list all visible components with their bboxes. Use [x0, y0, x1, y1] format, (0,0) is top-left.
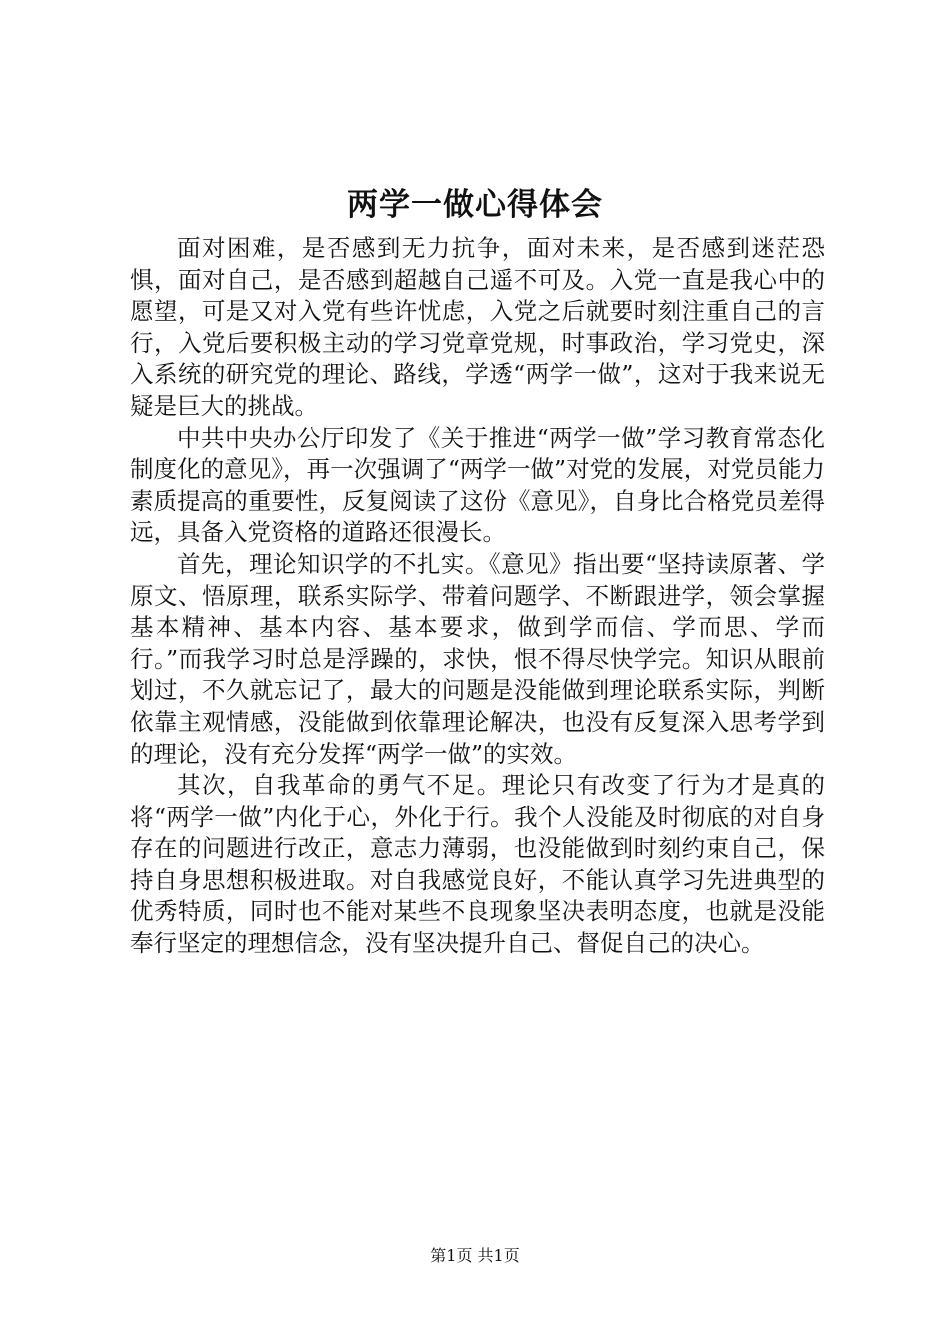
paragraph-1: 面对困难，是否感到无力抗争，面对未来，是否感到迷茫恐惧，面对自己，是否感到超越自己遥不可及。入党一直是我心中的愿望，可是又对入党有些许忧虑，入党之后就要时刻注重自己的言行，入党后要积极主动的学习党章党规，时事政治，学习党史，深入系统的研究党的理论、路线，学透“两学一做”，这对于我来说无疑是巨大的挑战。: [130, 234, 825, 420]
paragraph-4: 其次，自我革命的勇气不足。理论只有改变了行为才是真的将“两学一做”内化于心，外化于行。我个人没能及时彻底的对自身存在的问题进行改正，意志力薄弱，也没能做到时刻约束自己，保持自身思想积极进取。对自我感觉良好，不能认真学习先进典型的优秀特质，同时也不能对某些不良现象坚决表明态度，也就是没能奉行坚定的理想信念，没有坚决提升自己、督促自己的决心。: [130, 771, 825, 958]
page-footer: 第1页 共1页: [430, 1246, 520, 1265]
document-body: [130, 233, 825, 960]
document-title: 两学一做心得体会: [347, 187, 603, 223]
paragraph-2: 中共中央办公厅印发了《关于推进“两学一做”学习教育常态化制度化的意见》，再一次强调了“两学一做”对党的发展，对党员能力素质提高的重要性，反复阅读了这份《意见》，自身比合格党员差得远，具备入党资格的道路还很漫长。: [130, 423, 825, 547]
paragraph-3: 首先，理论知识学的不扎实。《意见》指出要“坚持读原著、学原文、悟原理，联系实际学、带着问题学、不断跟进学，领会掌握基本精神、基本内容、基本要求，做到学而信、学而思、学而行。”而我学习时总是浮躁的，求快，恨不得尽快学完。知识从眼前划过，不久就忘记了，最大的问题是没能做到理论联系实际，判断依靠主观情感，没能做到依靠理论解决，也没有反复深入思考学到的理论，没有充分发挥“两学一做”的实效。: [130, 549, 825, 768]
